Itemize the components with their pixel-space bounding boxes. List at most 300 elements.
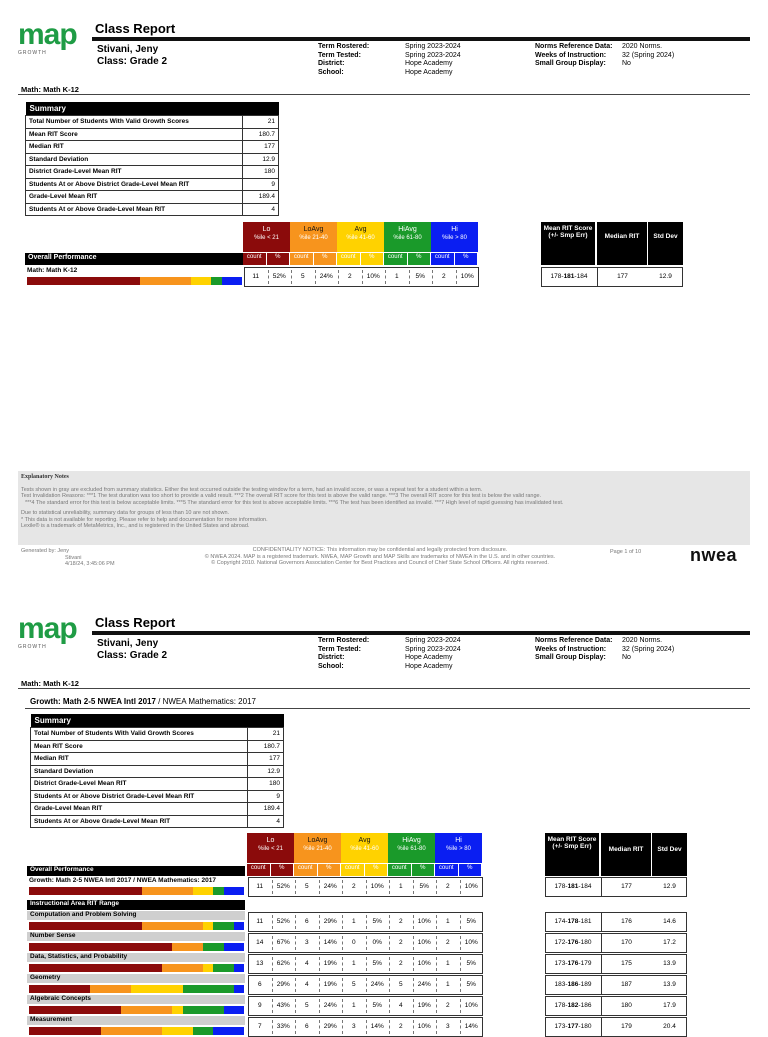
- map-growth-logo-2: map GROWTH: [18, 612, 77, 650]
- col-divider: [272, 915, 273, 929]
- median-rit-cell: 187: [621, 981, 632, 988]
- bar-segment-lo: [29, 887, 142, 895]
- col-divider: [272, 936, 273, 950]
- meta-values-1: Spring 2023-2024 Spring 2023-2024 Hope Academy Hope Academy: [405, 43, 461, 76]
- percent-cell: 10%: [417, 960, 431, 967]
- median-rit-cell: 179: [621, 1023, 632, 1030]
- count-col-header: count: [388, 864, 411, 876]
- col-divider: [389, 936, 390, 950]
- summary-row: [31, 815, 284, 828]
- col-divider: [272, 978, 273, 992]
- percent-cell: 33%: [276, 1023, 290, 1030]
- mean-rit-cell: 173-176-179: [554, 960, 592, 967]
- mean-rit-cell: 173-177-180: [554, 1023, 592, 1030]
- area-label: Data, Statistics, and Probability: [27, 953, 245, 962]
- median-rit-cell: 170: [621, 939, 632, 946]
- col-divider: [436, 915, 437, 929]
- bar-segment-loavg: [142, 887, 193, 895]
- bar-segment-avg: [203, 964, 213, 972]
- percent-col-header: %: [361, 253, 384, 265]
- summary-header: Summary: [26, 102, 279, 116]
- summary-row: [26, 141, 279, 154]
- bar-segment-hiavg: [213, 887, 223, 895]
- summary-table: [25, 102, 279, 216]
- percent-cell: 62%: [276, 960, 290, 967]
- summary-row: [31, 790, 284, 803]
- summary-row: [26, 153, 279, 166]
- col-divider: [366, 880, 367, 894]
- col-divider: [272, 880, 273, 894]
- count-col-header: count: [294, 864, 317, 876]
- band-header-loavg: [290, 222, 337, 252]
- band-range: %ile 61-80: [393, 235, 422, 241]
- bar-segment-hi: [222, 277, 242, 285]
- band-header-lo: [243, 222, 290, 252]
- col-divider: [295, 957, 296, 971]
- note-line: Tests shown in gray are excluded from summary statistics. Either the test occurred outside the testing window for a term, had an invalid score, or was a repeat test for a student within a term.: [21, 486, 483, 493]
- summary-label: Median RIT: [31, 753, 248, 766]
- note-line: Test Invalidation Reasons: ***1 The test duration was too short to provide a valid result. ***2 The overall RIT score for this test is above the valid range. ***3 The overall RIT score for this test is below the valid range.: [21, 493, 542, 500]
- col-divider: [366, 936, 367, 950]
- band-header-avg: [337, 222, 384, 252]
- col-divider: [385, 270, 386, 284]
- col-divider: [436, 999, 437, 1013]
- summary-label: Students At or Above Grade-Level Mean RIT: [26, 203, 243, 216]
- col-divider: [319, 880, 320, 894]
- count-cell: 2: [398, 939, 403, 946]
- summary-row: [26, 116, 279, 129]
- col-divider: [389, 915, 390, 929]
- percent-cell: 24%: [417, 981, 431, 988]
- distribution-bar: [29, 943, 244, 951]
- meta-values-2b: 2020 Norms. 32 (Spring 2024) No: [622, 637, 675, 661]
- count-col-header: count: [435, 864, 458, 876]
- percent-cell: 5%: [466, 960, 476, 967]
- col-divider: [272, 1020, 273, 1034]
- map-growth-logo: [18, 20, 77, 56]
- col-divider: [460, 936, 461, 950]
- summary-label: Mean RIT Score: [31, 740, 248, 753]
- count-cell: 2: [347, 273, 352, 280]
- band-range: %ile 61-80: [397, 846, 426, 852]
- median-rit-header-2: Median RIT: [601, 833, 651, 876]
- percent-cell: 43%: [276, 1002, 290, 1009]
- summary-value: 180: [243, 166, 279, 179]
- std-dev-header: Std Dev: [648, 222, 683, 265]
- band-range: %ile < 21: [258, 846, 283, 852]
- bar-segment-loavg: [121, 1006, 172, 1014]
- count-cell: 2: [398, 918, 403, 925]
- summary-value: 177: [248, 753, 284, 766]
- bar-segment-hi: [213, 1027, 244, 1035]
- col-divider: [366, 1020, 367, 1034]
- band-range: %ile 41-60: [346, 235, 375, 241]
- mean-rit-cell: 172-176-180: [554, 939, 592, 946]
- percent-cell: 14%: [370, 1023, 384, 1030]
- bar-segment-hi: [224, 943, 244, 951]
- col-divider: [272, 957, 273, 971]
- percent-cell: 10%: [417, 1023, 431, 1030]
- band-name: Lo: [262, 226, 271, 233]
- std-dev-cell: 13.9: [663, 981, 676, 988]
- instructional-area-header: Instructional Area RIT Range: [27, 900, 245, 910]
- area-label: Geometry: [27, 974, 245, 983]
- band-range: %ile 21-40: [299, 235, 328, 241]
- bar-segment-hi: [234, 964, 244, 972]
- summary-value: 180.7: [243, 128, 279, 141]
- mean-rit-cell: 174-178-181: [554, 918, 592, 925]
- col-divider: [295, 978, 296, 992]
- col-divider: [389, 957, 390, 971]
- bar-segment-lo: [27, 277, 140, 285]
- bar-segment-hi: [224, 887, 244, 895]
- col-divider: [389, 978, 390, 992]
- summary-value: 21: [243, 116, 279, 129]
- percent-cell: 29%: [276, 981, 290, 988]
- percent-col-header: %: [455, 253, 478, 265]
- summary-label: Grade-Level Mean RIT: [31, 803, 248, 816]
- percent-cell: 10%: [417, 939, 431, 946]
- col-divider: [342, 978, 343, 992]
- bar-segment-hi: [234, 922, 244, 930]
- summary-label: Standard Deviation: [31, 765, 248, 778]
- bar-segment-avg: [172, 1006, 182, 1014]
- col-divider: [295, 999, 296, 1013]
- percent-col-header: %: [459, 864, 482, 876]
- distribution-bar: [29, 964, 244, 972]
- col-divider: [342, 915, 343, 929]
- count-cell: 6: [257, 981, 262, 988]
- bar-segment-loavg: [142, 922, 203, 930]
- nwea-logo: nwea: [690, 545, 738, 565]
- median-rit-cell: 180: [621, 1002, 632, 1009]
- count-col-header: count: [337, 253, 360, 265]
- count-cell: 1: [445, 981, 450, 988]
- col-divider: [460, 880, 461, 894]
- count-cell: 3: [304, 939, 309, 946]
- col-divider: [319, 936, 320, 950]
- bar-segment-hiavg: [211, 277, 221, 285]
- count-cell: 5: [351, 981, 356, 988]
- bar-segment-loavg: [140, 277, 191, 285]
- percent-col-header: %: [318, 864, 341, 876]
- notes-header: Explanatory Notes: [21, 474, 69, 480]
- summary-value: 189.4: [243, 191, 279, 204]
- col-divider: [366, 978, 367, 992]
- overall-performance-header-2: Overall Performance: [27, 866, 245, 876]
- count-cell: 11: [256, 918, 264, 925]
- bar-segment-lo: [29, 964, 162, 972]
- student-name: Stivani, Jeny: [97, 44, 159, 55]
- count-cell: 1: [445, 918, 450, 925]
- summary-value: 21: [248, 728, 284, 741]
- percent-col-header: %: [271, 864, 294, 876]
- summary-label: Total Number of Students With Valid Growth Scores: [26, 116, 243, 129]
- bar-segment-hiavg: [183, 985, 234, 993]
- col-divider: [319, 957, 320, 971]
- col-divider: [413, 936, 414, 950]
- mean-rit-cell: 178-181-184: [550, 273, 588, 280]
- count-cell: 5: [398, 981, 403, 988]
- bar-segment-lo: [29, 985, 90, 993]
- count-col-header: count: [290, 253, 313, 265]
- note-line: ***4 The standard error for this test is below acceptable limits. ***5 The standard error for this test is above acceptable limits. ***6 The test has been identified as invalid. ***7 High level of rapid guessing has invalidated test.: [25, 500, 564, 507]
- summary-row: [26, 128, 279, 141]
- col-divider: [342, 880, 343, 894]
- summary-row: [26, 178, 279, 191]
- count-col-header: count: [243, 253, 266, 265]
- class-line: Class: Grade 2: [97, 56, 168, 67]
- note-line: * This data is not available for reporting. Please refer to help and documentation for more information.: [21, 516, 268, 523]
- col-divider: [413, 880, 414, 894]
- summary-value: 4: [248, 815, 284, 828]
- count-col-header: count: [247, 864, 270, 876]
- note-line: Lexile® is a trademark of MetaMetrics, Inc., and is registered in the United States and abroad.: [21, 523, 250, 530]
- percent-cell: 19%: [417, 1002, 431, 1009]
- meta-values-1b: Spring 2023-2024 Spring 2023-2024 Hope Academy Hope Academy: [405, 637, 461, 670]
- col-divider: [342, 957, 343, 971]
- summary-label: Mean RIT Score: [26, 128, 243, 141]
- col-divider: [338, 270, 339, 284]
- summary-value: 189.4: [248, 803, 284, 816]
- std-dev-cell: 14.6: [663, 918, 676, 925]
- meta-labels-2b: Norms Reference Data: Weeks of Instruction: Small Group Display:: [535, 637, 613, 661]
- subject-rule-2: [18, 688, 750, 689]
- bar-segment-loavg: [90, 985, 131, 993]
- std-dev-cell: 20.4: [663, 1023, 676, 1030]
- percent-cell: 5%: [372, 960, 382, 967]
- col-divider: [319, 915, 320, 929]
- bar-segment-hiavg: [193, 1027, 213, 1035]
- percent-cell: 19%: [323, 960, 337, 967]
- std-dev-cell: 17.9: [663, 1002, 676, 1009]
- student-name-2: Stivani, Jeny: [97, 638, 159, 649]
- count-cell: 14: [256, 939, 264, 946]
- bar-segment-hi: [234, 985, 244, 993]
- bar-segment-avg: [191, 277, 211, 285]
- report-title: Class Report: [95, 21, 176, 36]
- bar-segment-hiavg: [213, 922, 233, 930]
- subject-label: Math: Math K-12: [21, 85, 79, 94]
- summary-table-2: Summary Total Number of Students With Valid Growth Scores 21 Mean RIT Score 180.7 Median RIT 177 Standard Deviation 12.9 District Grade-Level Mean RIT 180 Students At or Above District Grade-Level Mean RIT 9 Grade-Level Mean RIT 189.4 Students At or Above Grade-Level Mean RIT 4: [30, 714, 284, 828]
- col-divider: [436, 936, 437, 950]
- distribution-bar: [29, 887, 244, 895]
- explanatory-notes: [18, 471, 750, 545]
- percent-cell: 5%: [372, 918, 382, 925]
- percent-col-header: %: [412, 864, 435, 876]
- band-range: %ile 41-60: [350, 846, 379, 852]
- col-divider: [366, 999, 367, 1013]
- band-header-hi: [431, 222, 478, 252]
- percent-col-header: %: [408, 253, 431, 265]
- col-divider: [413, 957, 414, 971]
- summary-row: [26, 203, 279, 216]
- summary-value: 4: [243, 203, 279, 216]
- distribution-bar: [29, 1027, 244, 1035]
- count-cell: 1: [351, 1002, 356, 1009]
- summary-row: [31, 753, 284, 766]
- median-rit-cell: 175: [621, 960, 632, 967]
- count-cell: 3: [445, 1023, 450, 1030]
- band-header-hi: [435, 833, 482, 863]
- count-cell: 2: [445, 1002, 450, 1009]
- percent-cell: 29%: [323, 918, 337, 925]
- col-divider: [319, 978, 320, 992]
- area-label: Number Sense: [27, 932, 245, 941]
- band-name: Lo: [266, 837, 275, 844]
- summary-value: 9: [243, 178, 279, 191]
- col-divider: [460, 978, 461, 992]
- bar-segment-loavg: [101, 1027, 162, 1035]
- logo-word: map: [18, 18, 77, 51]
- std-dev-cell: 12.9: [659, 273, 672, 280]
- summary-row: [31, 740, 284, 753]
- count-cell: 2: [441, 273, 446, 280]
- std-dev-cell: 17.2: [663, 939, 676, 946]
- percent-col-header: %: [267, 253, 290, 265]
- percent-col-header: %: [365, 864, 388, 876]
- median-rit-cell: 177: [621, 883, 632, 890]
- count-cell: 5: [304, 1002, 309, 1009]
- col-divider: [436, 957, 437, 971]
- generated-by: Generated by: Jeny Stivani 4/18/24, 3:45:06 PM: [21, 548, 115, 567]
- page-number: Page 1 of 10: [610, 549, 642, 555]
- summary-label: Students At or Above District Grade-Level Mean RIT: [26, 178, 243, 191]
- meta-values-2: 2020 Norms. 32 (Spring 2024) No: [622, 43, 675, 67]
- subject-rule: [18, 94, 750, 95]
- percent-cell: 52%: [276, 918, 290, 925]
- summary-row: [26, 191, 279, 204]
- col-divider: [413, 999, 414, 1013]
- distribution-bar: [29, 985, 244, 993]
- area-label: Algebraic Concepts: [27, 995, 245, 1004]
- header-rule-2: [92, 631, 750, 635]
- col-divider: [319, 1020, 320, 1034]
- band-name: Hi: [451, 226, 458, 233]
- bar-segment-hi: [224, 1006, 244, 1014]
- col-divider: [460, 1020, 461, 1034]
- col-divider: [295, 880, 296, 894]
- col-divider: [460, 999, 461, 1013]
- col-divider: [436, 1020, 437, 1034]
- band-header-avg: [341, 833, 388, 863]
- summary-value: 12.9: [248, 765, 284, 778]
- col-divider: [366, 915, 367, 929]
- percent-cell: 19%: [323, 981, 337, 988]
- logo-sub: GROWTH: [18, 50, 47, 56]
- col-divider: [413, 1020, 414, 1034]
- band-name: Hi: [455, 837, 462, 844]
- col-divider: [409, 270, 410, 284]
- col-divider: [389, 999, 390, 1013]
- percent-cell: 10%: [464, 939, 478, 946]
- count-cell: 4: [304, 981, 309, 988]
- band-name: Avg: [358, 837, 371, 844]
- band-header-lo: [247, 833, 294, 863]
- std-dev-cell: 12.9: [663, 883, 676, 890]
- count-cell: 11: [256, 883, 264, 890]
- percent-cell: 5%: [415, 273, 425, 280]
- count-cell: 4: [398, 1002, 403, 1009]
- bar-segment-lo: [29, 1006, 121, 1014]
- count-cell: 2: [398, 1023, 403, 1030]
- band-header-hiavg: [384, 222, 431, 252]
- bar-segment-avg: [203, 922, 213, 930]
- count-cell: 7: [257, 1023, 262, 1030]
- summary-value: 180.7: [248, 740, 284, 753]
- percent-cell: 14%: [323, 939, 337, 946]
- summary-row: [31, 728, 284, 741]
- percent-cell: 14%: [464, 1023, 478, 1030]
- percent-cell: 24%: [323, 1002, 337, 1009]
- summary-row: [31, 803, 284, 816]
- count-cell: 4: [304, 960, 309, 967]
- summary-label: Median RIT: [26, 141, 243, 154]
- percent-cell: 52%: [276, 883, 290, 890]
- percent-cell: 5%: [466, 981, 476, 988]
- bar-segment-lo: [29, 922, 142, 930]
- mean-rit-header: Mean RIT Score (+/- Smp Err): [541, 222, 595, 265]
- band-name: HiAvg: [402, 837, 421, 844]
- meta-labels-2: Norms Reference Data: Weeks of Instruction: Small Group Display:: [535, 43, 613, 67]
- report-title-2: Class Report: [95, 615, 176, 630]
- band-header-hiavg: [388, 833, 435, 863]
- col-divider: [389, 880, 390, 894]
- mean-rit-cell: 183-186-189: [554, 981, 592, 988]
- percent-cell: 10%: [370, 883, 384, 890]
- std-dev-header-2: Std Dev: [652, 833, 687, 876]
- col-divider: [413, 915, 414, 929]
- meta-labels-1b: Term Rostered: Term Tested: District: School:: [318, 637, 370, 670]
- percent-cell: 10%: [464, 1002, 478, 1009]
- bar-segment-avg: [193, 887, 213, 895]
- count-cell: 13: [256, 960, 264, 967]
- meta-labels-1: Term Rostered: Term Tested: District: School:: [318, 43, 370, 76]
- count-cell: 1: [445, 960, 450, 967]
- bar-segment-avg: [131, 985, 182, 993]
- bar-segment-avg: [162, 1027, 193, 1035]
- percent-cell: 0%: [372, 939, 382, 946]
- percent-cell: 5%: [419, 883, 429, 890]
- percent-cell: 24%: [370, 981, 384, 988]
- overall-row-label-2: Growth: Math 2-5 NWEA Intl 2017 / NWEA Mathematics: 2017: [29, 877, 216, 884]
- summary-label: District Grade-Level Mean RIT: [26, 166, 243, 179]
- col-divider: [268, 270, 269, 284]
- band-range: %ile < 21: [254, 235, 279, 241]
- percent-cell: 10%: [417, 918, 431, 925]
- header-rule: [92, 37, 750, 41]
- median-rit-cell: 176: [621, 918, 632, 925]
- col-divider: [342, 936, 343, 950]
- col-divider: [436, 978, 437, 992]
- growth-title: Growth: Math 2-5 NWEA Intl 2017 / NWEA Mathematics: 2017: [30, 697, 256, 706]
- bar-segment-hiavg: [183, 1006, 224, 1014]
- count-cell: 2: [351, 883, 356, 890]
- summary-value: 9: [248, 790, 284, 803]
- col-divider: [272, 999, 273, 1013]
- col-divider: [319, 999, 320, 1013]
- count-cell: 2: [398, 960, 403, 967]
- percent-cell: 24%: [319, 273, 333, 280]
- class-line-2: Class: Grade 2: [97, 650, 168, 661]
- summary-label: Total Number of Students With Valid Growth Scores: [31, 728, 248, 741]
- overall-performance-header: Overall Performance: [25, 253, 243, 265]
- summary-row: [31, 778, 284, 791]
- bar-segment-loavg: [172, 943, 203, 951]
- percent-cell: 29%: [323, 1023, 337, 1030]
- col-divider: [295, 915, 296, 929]
- col-divider: [342, 999, 343, 1013]
